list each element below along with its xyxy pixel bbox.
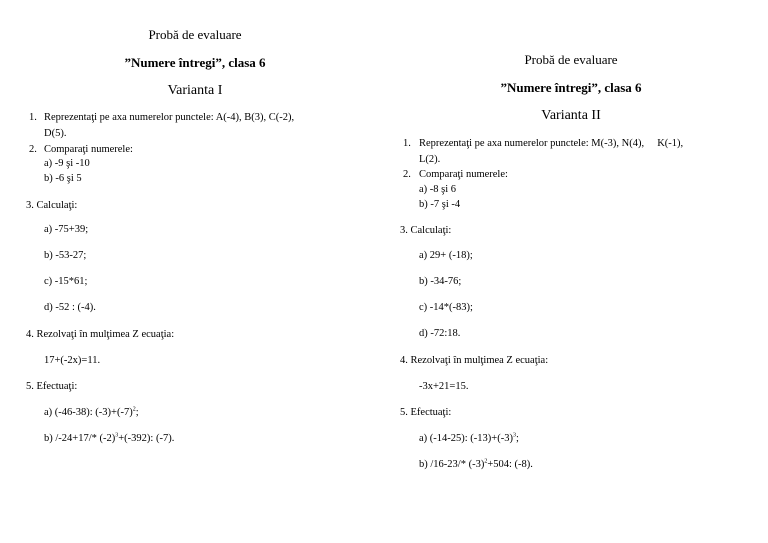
- q1-continuation: L(2).: [419, 154, 441, 165]
- q1-number: 1.: [403, 138, 411, 149]
- q5-b-base: b) /-24+17/* (-2): [44, 433, 116, 444]
- q5-b-exponent: 2: [484, 458, 488, 465]
- q5-b-end: +(-392): (-7).: [118, 433, 175, 444]
- q4-title: 4. Rezolvaţi în mulţimea Z ecuaţia:: [26, 329, 175, 340]
- q5-a-exponent: 3: [512, 432, 516, 439]
- q3-item-a: a) 29+ (-18);: [419, 250, 473, 261]
- q3-item-b: b) -53-27;: [44, 250, 87, 261]
- q5-item-a: [44, 407, 139, 419]
- header: Probă de evaluare: [524, 52, 618, 67]
- q3-item-c: c) -15*61;: [44, 276, 88, 287]
- q2-text: Comparaţi numerele:: [419, 169, 508, 180]
- q3-item-c: c) -14*(-83);: [419, 302, 473, 313]
- q5-a-base: a) (-14-25): (-13)+(-3): [419, 433, 513, 444]
- q4-equation: 17+(-2x)=11.: [44, 355, 101, 366]
- q5-title: 5. Efectuaţi:: [400, 407, 452, 418]
- q1-text: Reprezentaţi pe axa numerelor punctele: M(-3), N(4), K(-1),: [419, 138, 684, 149]
- q5-a-base: a) (-46-38): (-3)+(-7): [44, 407, 133, 418]
- q2-item-b: b) -6 şi 5: [44, 173, 82, 184]
- q2-text: Comparaţi numerele:: [44, 144, 133, 155]
- q4-equation: -3x+21=15.: [419, 381, 469, 392]
- q5-a-end: ;: [515, 433, 519, 444]
- q1-text: Reprezentaţi pe axa numerelor punctele: A(-4), B(3), C(-2),: [44, 112, 295, 123]
- q5-b-exponent: 3: [115, 432, 119, 439]
- q2-item-a: a) -8 şi 6: [419, 184, 457, 195]
- q3-item-b: b) -34-76;: [419, 276, 462, 287]
- q2-item-b: b) -7 şi -4: [419, 199, 461, 210]
- q4-title: 4. Rezolvaţi în mulţimea Z ecuaţia:: [400, 355, 549, 366]
- q5-item-a: [419, 433, 519, 445]
- q5-item-b: [419, 459, 533, 471]
- variant-label: Varianta I: [167, 83, 223, 98]
- variant-label: Varianta II: [541, 108, 601, 123]
- q1-number: 1.: [29, 112, 37, 123]
- q5-item-b: [44, 433, 174, 445]
- title: ”Numere întregi”, clasa 6: [500, 80, 642, 95]
- q5-title: 5. Efectuaţi:: [26, 381, 78, 392]
- q5-a-exponent: 2: [132, 406, 136, 413]
- q3-item-a: a) -75+39;: [44, 224, 89, 235]
- q5-a-end: ;: [135, 407, 139, 418]
- q3-item-d: d) -72:18.: [419, 328, 461, 339]
- q5-b-base: b) /16-23/* (-3): [419, 459, 485, 470]
- title: ”Numere întregi”, clasa 6: [124, 55, 266, 70]
- q3-title: 3. Calculaţi:: [26, 200, 78, 211]
- q2-number: 2.: [29, 144, 37, 155]
- q2-number: 2.: [403, 169, 411, 180]
- q3-item-d: d) -52 : (-4).: [44, 302, 96, 313]
- header: Probă de evaluare: [148, 27, 242, 42]
- q2-item-a: a) -9 şi -10: [44, 158, 90, 169]
- q3-title: 3. Calculaţi:: [400, 225, 452, 236]
- q5-b-end: +504: (-8).: [487, 459, 533, 470]
- q1-continuation: D(5).: [44, 128, 67, 139]
